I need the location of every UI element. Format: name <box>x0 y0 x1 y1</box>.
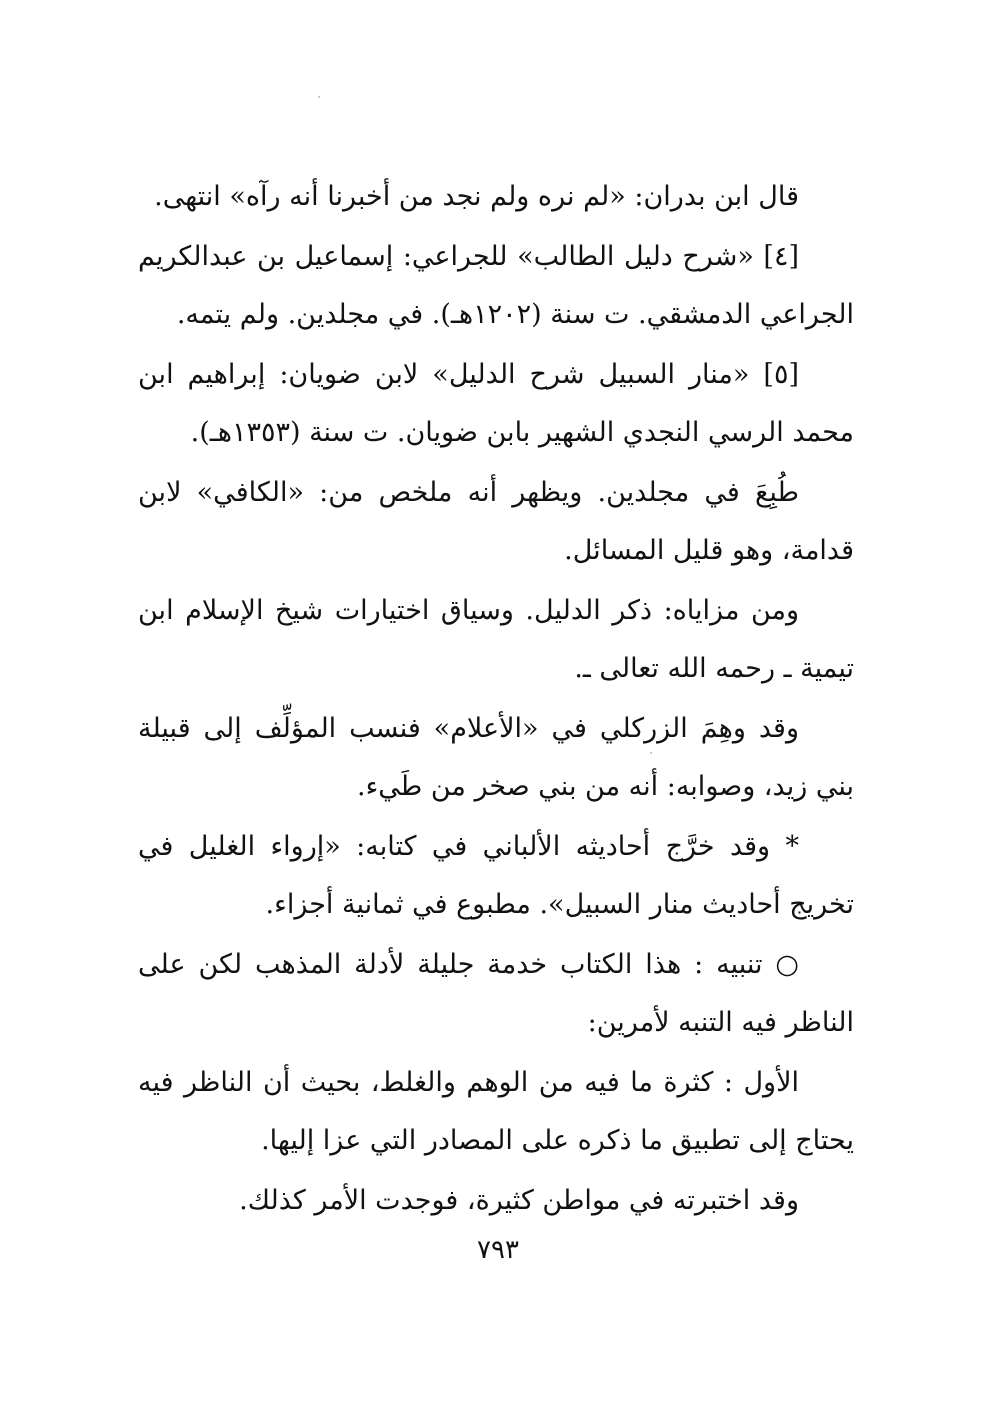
paragraph-entry-5: [٥] «منار السبيل شرح الدليل» لابن ضويان: إبراهيم ابن محمد الرسي النجدي الشهير بابن ضويان. ت سنة (١٣٥٣هـ). <box>138 359 854 448</box>
paragraph-verification: وقد اختبرته في مواطن كثيرة، فوجدت الأمر كذلك. <box>239 1185 799 1216</box>
paragraph-first-point: الأول : كثرة ما فيه من الوهم والغلط، بحيث أن الناظر فيه يحتاج إلى تطبيق ما ذكره على المصادر التي عزا إليها. <box>138 1067 854 1156</box>
paragraph-entry-4: [٤] «شرح دليل الطالب» للجراعي: إسماعيل بن عبدالكريم الجراعي الدمشقي. ت سنة (١٢٠٢هـ). في مجلدين. ولم يتمه. <box>138 241 854 330</box>
body-text <box>138 168 854 1230</box>
scan-speck <box>318 96 320 98</box>
paragraph-ibn-badran-quote: قال ابن بدران: «لم نره ولم نجد من أخبرنا أنه رآه» انتهى. <box>154 181 799 212</box>
paragraph-features: ومن مزاياه: ذكر الدليل. وسياق اختيارات شيخ الإسلام ابن تيمية ـ رحمه الله تعالى ـ. <box>138 595 854 684</box>
paragraph-printing: طُبِعَ في مجلدين. ويظهر أنه ملخص من: «الكافي» لابن قدامة، وهو قليل المسائل. <box>138 477 854 566</box>
page-number: ٧٩٣ <box>477 1235 519 1265</box>
paragraph-note: ○ تنبيه : هذا الكتاب خدمة جليلة لأدلة المذهب لكن على الناظر فيه التنبه لأمرين: <box>138 949 854 1038</box>
paragraph-zirikli-correction: وقد وهِمَ الزركلي في «الأعلام» فنسب المؤلِّف إلى قبيلة بني زيد، وصوابه: أنه من بني صخر من طَيء. <box>138 713 854 802</box>
paragraph-albani-takhrij: * وقد خرَّج أحاديثه الألباني في كتابه: «إرواء الغليل في تخريج أحاديث منار السبيل». مطبوع في ثمانية أجزاء. <box>138 831 854 920</box>
